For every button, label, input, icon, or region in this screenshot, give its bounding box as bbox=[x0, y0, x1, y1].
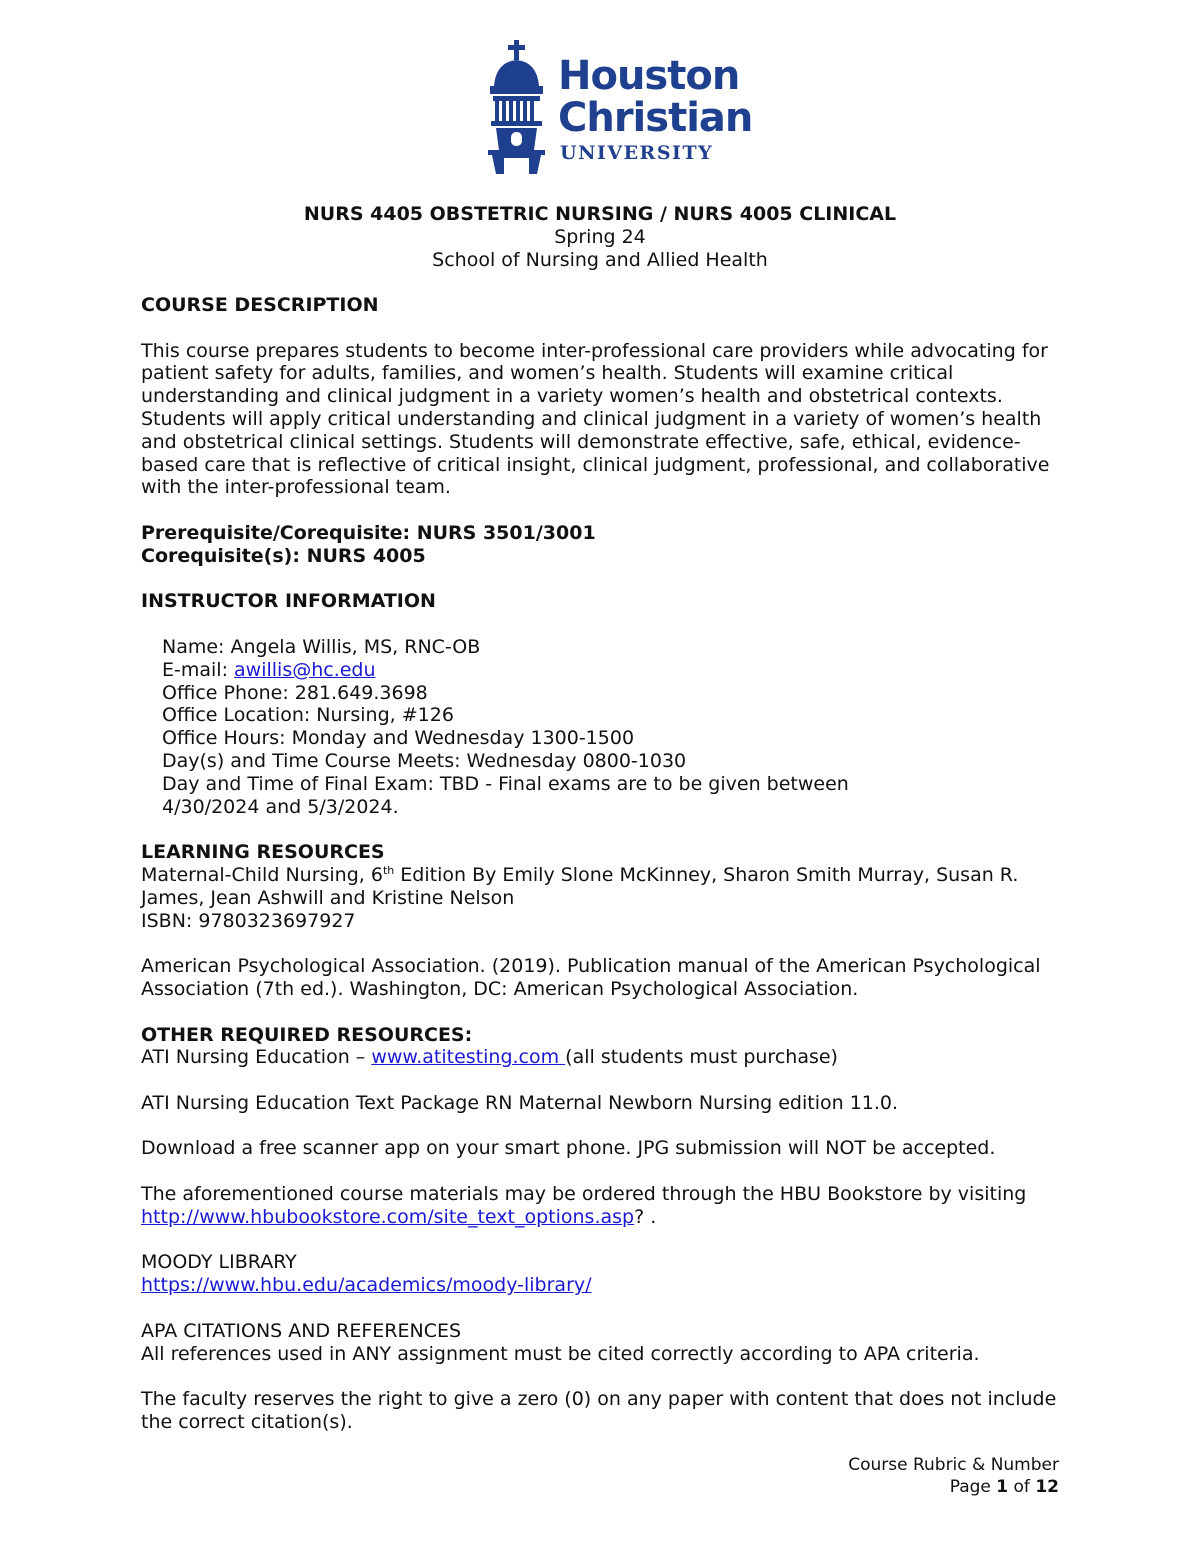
apa-text-1: All references used in ANY assignment must be cited correctly according to APA criteria. bbox=[141, 1342, 980, 1365]
instructor-heading: INSTRUCTOR INFORMATION bbox=[141, 590, 436, 613]
course-title: NURS 4405 OBSTETRIC NURSING / NURS 4005 CLINICAL bbox=[303, 203, 897, 225]
course-header bbox=[0, 203, 1200, 271]
logo-line-houston: Houston bbox=[558, 53, 740, 99]
ati-link[interactable]: www.atitesting.com bbox=[371, 1046, 566, 1069]
ati-text-package: ATI Nursing Education Text Package RN Maternal Newborn Nursing edition 11.0. bbox=[141, 1091, 899, 1114]
library-link[interactable]: https://www.hbu.edu/academics/moody-library/ bbox=[141, 1274, 592, 1297]
apa-manual-citation: American Psychological Association. (2019). Publication manual of the American Psychological Association (7th ed.). Washington, DC: American Psychological Association. bbox=[141, 955, 1041, 1000]
page-total: 12 bbox=[1035, 1477, 1059, 1497]
office-hours: Office Hours: Monday and Wednesday 1300-1500 bbox=[162, 727, 635, 750]
learning-resources-heading: LEARNING RESOURCES bbox=[141, 841, 385, 864]
final-exam-line2: 4/30/2024 and 5/3/2024. bbox=[162, 795, 399, 818]
other-resources-heading: OTHER REQUIRED RESOURCES: bbox=[141, 1023, 473, 1046]
bookstore-text: The aforementioned course materials may be ordered through the HBU Bookstore by visiting bbox=[141, 1183, 1027, 1206]
apa-heading: APA CITATIONS AND REFERENCES bbox=[141, 1319, 462, 1342]
edition-superscript: th bbox=[382, 863, 395, 877]
logo-line-university: UNIVERSITY bbox=[560, 142, 714, 164]
ati-prefix: ATI Nursing Education – bbox=[141, 1046, 372, 1069]
page-current: 1 bbox=[996, 1477, 1009, 1497]
corequisite-line: Corequisite(s): NURS 4005 bbox=[141, 544, 426, 567]
page-footer bbox=[848, 1454, 1059, 1498]
course-term: Spring 24 bbox=[554, 225, 646, 248]
page-of: of bbox=[1008, 1477, 1036, 1497]
textbook-authors: Edition By Emily Slone McKinney, Sharon Smith Murray, Susan R. James, Jean Ashwill and Kristine Nelson bbox=[141, 863, 1019, 909]
ati-line bbox=[141, 1046, 1071, 1069]
library-heading: MOODY LIBRARY bbox=[141, 1251, 297, 1274]
instructor-email-link[interactable]: awillis@hc.edu bbox=[234, 658, 376, 681]
school-name: School of Nursing and Allied Health bbox=[432, 248, 768, 271]
bookstore-line bbox=[141, 1183, 1071, 1229]
prerequisite-line: Prerequisite/Corequisite: NURS 3501/3001 bbox=[141, 521, 596, 544]
office-location: Office Location: Nursing, #126 bbox=[162, 704, 454, 727]
page-prefix: Page bbox=[949, 1477, 997, 1497]
course-meets: Day(s) and Time Course Meets: Wednesday 0800-1030 bbox=[162, 749, 687, 772]
office-phone: Office Phone: 281.649.3698 bbox=[162, 681, 428, 704]
logo-line-christian: Christian bbox=[558, 95, 753, 141]
course-description-heading: COURSE DESCRIPTION bbox=[141, 294, 379, 316]
final-exam-line1: Day and Time of Final Exam: TBD - Final exams are to be given between bbox=[162, 772, 849, 795]
bookstore-suffix: ? . bbox=[634, 1205, 657, 1228]
apa-text-2: The faculty reserves the right to give a zero (0) on any paper with content that does not include the correct citation(s). bbox=[141, 1388, 1057, 1434]
scanner-note: Download a free scanner app on your smart phone. JPG submission will NOT be accepted. bbox=[141, 1137, 996, 1160]
page-number bbox=[848, 1476, 1059, 1498]
bookstore-link[interactable]: http://www.hbubookstore.com/site_text_options.asp bbox=[141, 1205, 635, 1228]
instructor-info bbox=[141, 636, 1071, 818]
chapel-dome-icon bbox=[484, 38, 550, 174]
instructor-email-line bbox=[162, 659, 1071, 682]
textbook-title: Maternal-Child Nursing, 6 bbox=[141, 863, 383, 886]
email-label: E-mail: bbox=[162, 658, 235, 681]
library-link-line bbox=[141, 1274, 1071, 1297]
instructor-name: Name: Angela Willis, MS, RNC-OB bbox=[162, 635, 481, 658]
textbook-isbn: ISBN: 9780323697927 bbox=[141, 909, 356, 932]
course-description-text: This course prepares students to become inter-professional care providers while advocating for patient safety for adults, families, and women’s health. Students will examine critical understanding and clinical judgment in a variety women’s health and obstetrical contexts. Students will apply critical understanding and clinical judgment in a variety of women’s health and obstetrical clinical settings. Students will demonstrate effective, safe, ethical, evidence-based care that is reflective of critical insight, clinical judgment, professional, and collaborative with the inter-professional team. bbox=[141, 339, 1050, 499]
textbook-citation bbox=[141, 864, 1071, 910]
footer-rubric: Course Rubric & Number bbox=[848, 1455, 1059, 1475]
ati-suffix: (all students must purchase) bbox=[565, 1046, 838, 1069]
syllabus-body bbox=[141, 294, 1071, 1434]
university-logo bbox=[484, 38, 754, 174]
